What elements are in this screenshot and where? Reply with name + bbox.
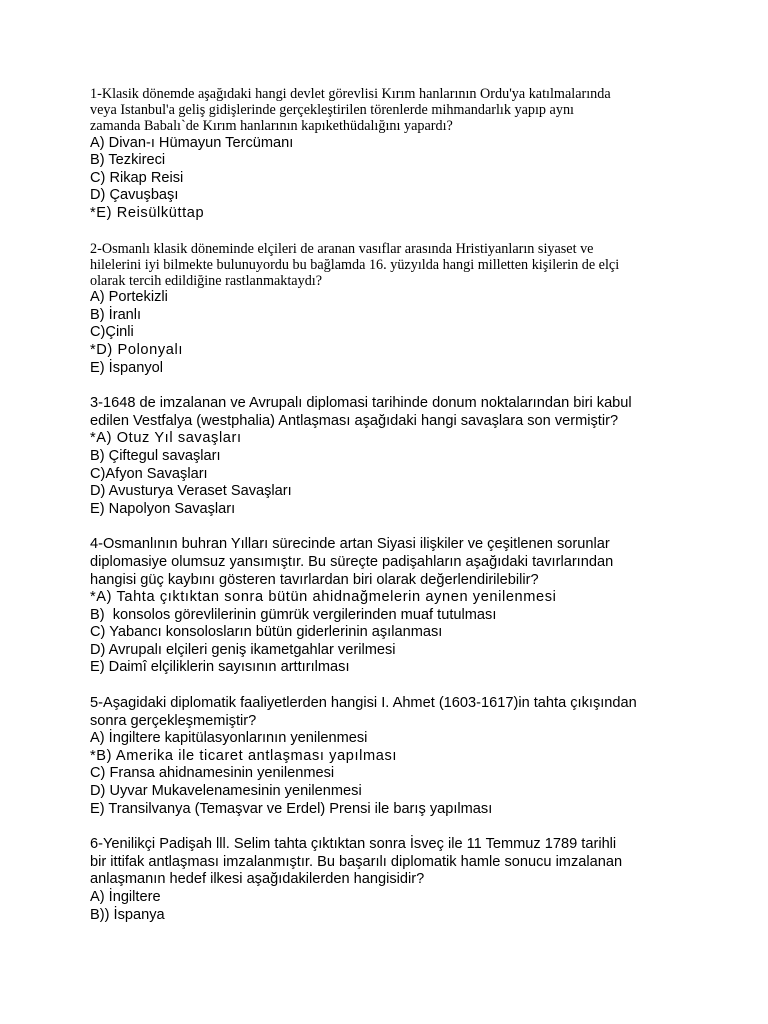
question-5-stem — [90, 695, 710, 730]
option-c: C) Yabancı konsolosların bütün giderlerinin aşılanması — [90, 624, 443, 641]
option-e: E) Daimî elçiliklerin sayısının arttırılması — [90, 659, 350, 676]
question-4 — [90, 536, 710, 677]
stem-line: sonra gerçekleşmemiştir? — [90, 712, 257, 729]
question-4-stem — [90, 536, 710, 589]
question-2-stem — [90, 241, 710, 290]
question-3-stem — [90, 395, 710, 430]
option-c: C)Çinli — [90, 324, 134, 341]
question-1-stem — [90, 86, 710, 135]
stem-line: veya Istanbul'a geliş gidişlerinde gerçekleştirilen törenlerde mihmandarlık yapıp aynı — [90, 102, 574, 119]
stem-line: hilelerini iyi bilmekte bulunuyordu bu bağlamda 16. yüzyılda hangi milletten kişilerin de elçi — [90, 256, 620, 273]
stem-line: 4-Osmanlının buhran Yılları sürecinde artan Siyasi ilişkiler ve çeşitlenen sorunlar — [90, 536, 610, 553]
option-c: C) Rikap Reisi — [90, 169, 184, 186]
option-b: B) Tezkireci — [90, 152, 166, 169]
question-2 — [90, 241, 710, 378]
option-d-answer: *D) Polonyalı — [90, 341, 183, 358]
question-2-options — [90, 289, 710, 377]
question-6 — [90, 836, 710, 924]
option-c: C) Fransa ahidnamesinin yenilenmesi — [90, 765, 335, 782]
option-e-answer: *E) Reisülküttap — [90, 204, 205, 221]
option-e: E) Transilvanya (Temaşvar ve Erdel) Prensi ile barış yapılması — [90, 800, 493, 817]
option-a: A) İngiltere kapitülasyonlarının yenilenmesi — [90, 730, 368, 747]
exam-document — [90, 86, 710, 924]
option-b: B) İranlı — [90, 306, 142, 323]
option-a: A) İngiltere — [90, 889, 161, 905]
option-a-answer: *A) Otuz Yıl savaşları — [90, 430, 242, 447]
question-5-options — [90, 730, 710, 818]
stem-line: hangisi güç kaybını gösteren tavırlardan biri olarak değerlendirilebilir? — [90, 571, 539, 588]
stem-line: anlaşmanın hedef ilkesi aşağıdakilerden hangisidir? — [90, 871, 425, 888]
option-d: D) Çavuşbaşı — [90, 187, 179, 204]
option-a: A) Divan-ı Hümayun Tercümanı — [90, 134, 294, 151]
option-b: B) Çiftegul savaşları — [90, 447, 221, 464]
option-b-answer: *B) Amerika ile ticaret antlaşması yapılması — [90, 747, 398, 764]
stem-line: diplomasiye olumsuz yansımıştır. Bu süreçte padişahların aşağıdaki tavırlarından — [90, 553, 614, 570]
stem-line: 5-Aşagidaki diplomatik faaliyetlerden hangisi I. Ahmet (1603-1617)in tahta çıkışından — [90, 695, 637, 712]
question-6-stem — [90, 836, 710, 889]
stem-line: 1-Klasik dönemde aşağıdaki hangi devlet görevlisi Kırım hanlarının Ordu'ya katılmalarında — [90, 86, 611, 102]
option-a: A) Portekizli — [90, 289, 168, 306]
option-d: D) Avrupalı elçileri geniş ikametgahlar verilmesi — [90, 641, 396, 658]
question-4-options — [90, 589, 710, 677]
question-5 — [90, 695, 710, 818]
question-1 — [90, 86, 710, 223]
option-e: E) İspanyol — [90, 359, 164, 376]
question-1-options — [90, 135, 710, 223]
option-e: E) Napolyon Savaşları — [90, 500, 236, 517]
option-a-answer: *A) Tahta çıktıktan sonra bütün ahidnağmelerin aynen yenilenmesi — [90, 589, 557, 606]
option-d: D) Uyvar Mukavelenamesinin yenilenmesi — [90, 783, 362, 800]
option-d: D) Avusturya Veraset Savaşları — [90, 483, 292, 500]
question-6-options — [90, 889, 710, 924]
stem-line: bir ittifak antlaşması imzalanmıştır. Bu başarılı diplomatik hamle sonucu imzalanan — [90, 853, 623, 870]
stem-line: 6-Yenilikçi Padişah lll. Selim tahta çıktıktan sonra İsveç ile 11 Temmuz 1789 tarihli — [90, 836, 617, 853]
stem-line: olarak tercih edildiğine rastlanmaktaydı? — [90, 272, 323, 289]
option-c: C)Afyon Savaşları — [90, 465, 208, 482]
question-3-options — [90, 430, 710, 518]
stem-line: zamanda Babalı`de Kırım hanlarının kapıkethüdalığını yapardı? — [90, 118, 453, 135]
stem-line: 2-Osmanlı klasik döneminde elçileri de aranan vasıflar arasında Hristiyanların siyaset ve — [90, 240, 594, 257]
stem-line: 3-1648 de imzalanan ve Avrupalı diplomasi tarihinde donum noktalarından biri kabul — [90, 395, 632, 412]
question-3 — [90, 395, 710, 518]
option-b: B) konsolos görevlilerinin gümrük vergilerinden muaf tutulması — [90, 606, 497, 623]
option-b: B)) İspanya — [90, 906, 165, 923]
stem-line: edilen Vestfalya (westphalia) Antlaşması aşağıdaki hangi savaşlara son vermiştir? — [90, 412, 619, 429]
